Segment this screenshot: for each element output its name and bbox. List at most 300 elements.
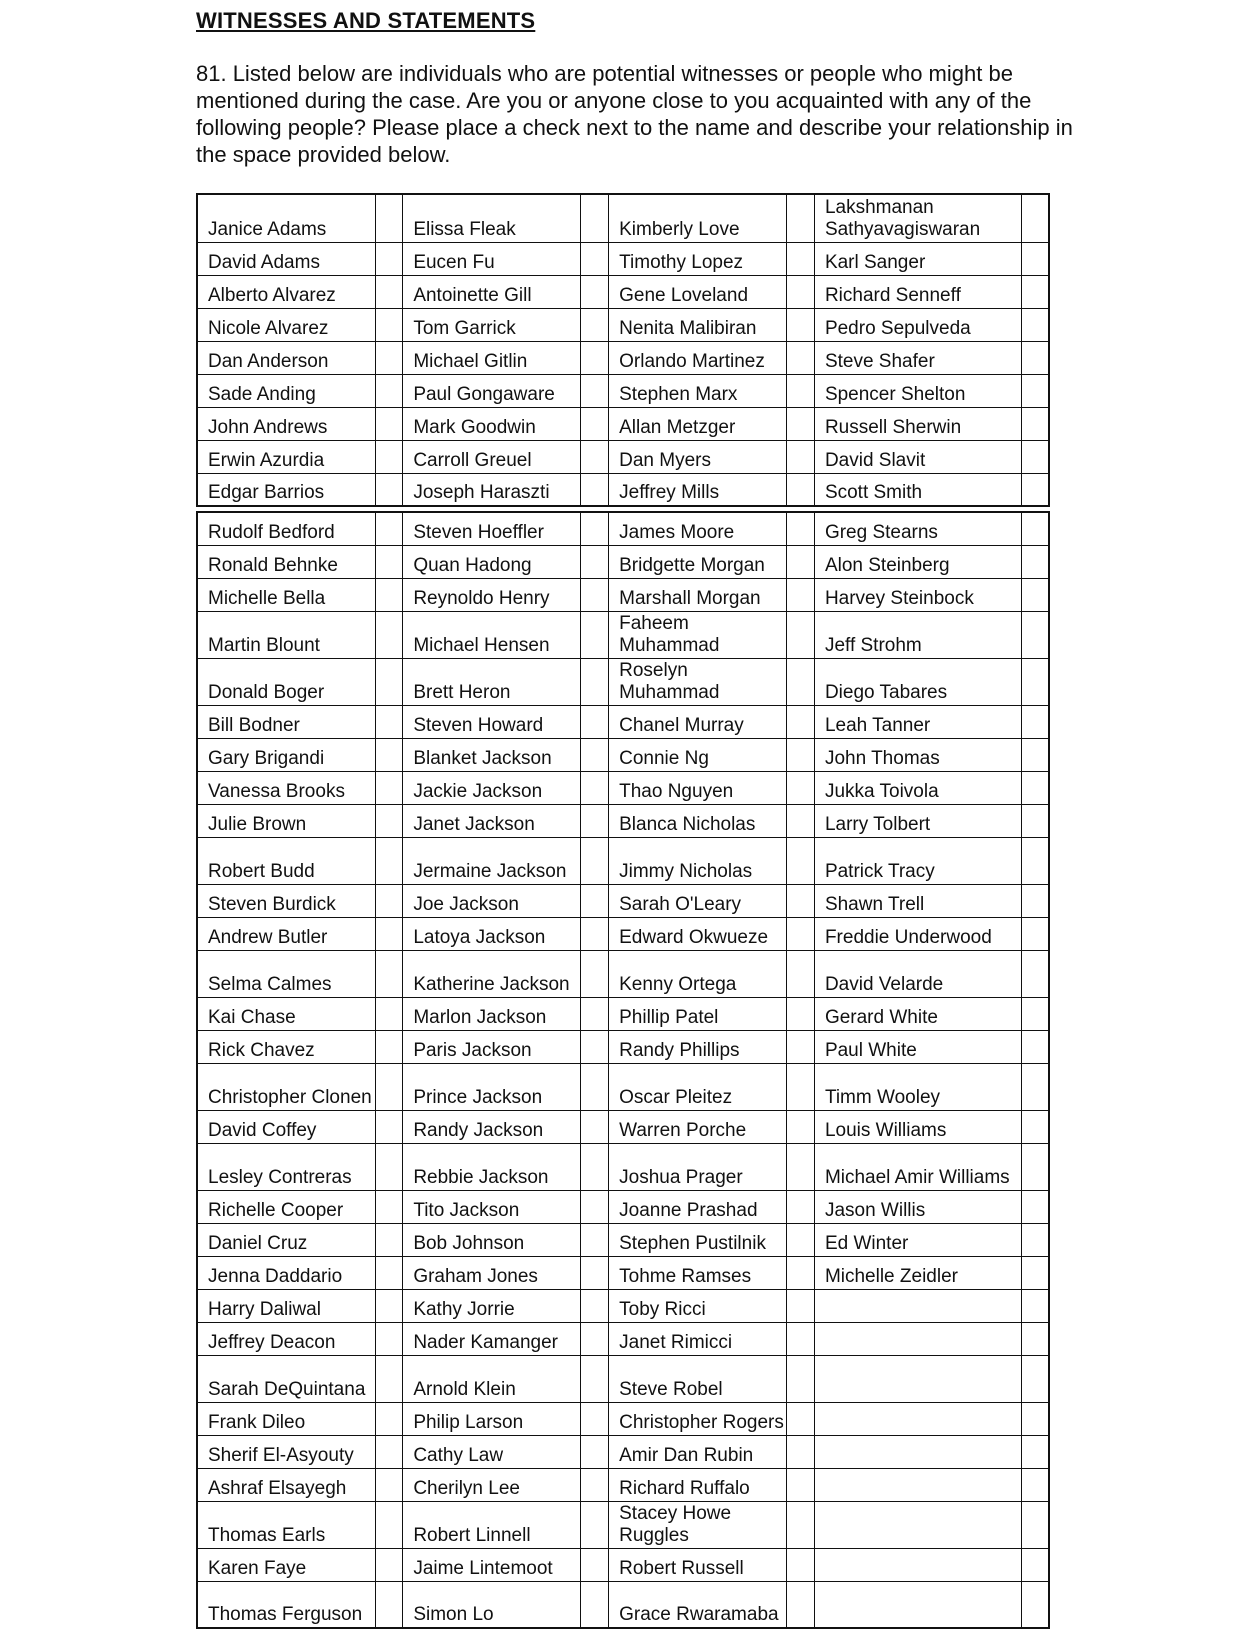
check-box[interactable] [581,1190,609,1223]
witness-name: Quan Hadong [403,545,581,578]
witness-name: Ashraf Elsayegh [197,1468,375,1501]
check-box[interactable] [581,440,609,473]
witness-name: Louis Williams [814,1110,1021,1143]
check-box[interactable] [787,1143,815,1190]
check-box[interactable] [581,837,609,884]
witness-name: Jason Willis [814,1190,1021,1223]
witness-name: Graham Jones [403,1256,581,1289]
check-box[interactable] [787,1581,815,1628]
witness-name: Ed Winter [814,1223,1021,1256]
check-box[interactable] [581,611,609,658]
check-box[interactable] [375,194,403,242]
check-box[interactable] [1021,242,1049,275]
check-box[interactable] [1021,950,1049,997]
check-box[interactable] [375,658,403,705]
check-box[interactable] [375,374,403,407]
witness-name: Kathy Jorrie [403,1289,581,1322]
check-box[interactable] [1021,407,1049,440]
check-box[interactable] [1021,1501,1049,1548]
witness-name: Diego Tabares [814,658,1021,705]
check-box[interactable] [787,771,815,804]
check-box[interactable] [581,578,609,611]
witness-name: Jackie Jackson [403,771,581,804]
witness-name: David Velarde [814,950,1021,997]
check-box[interactable] [787,837,815,884]
witness-name: Harvey Steinbock [814,578,1021,611]
check-box[interactable] [581,884,609,917]
check-box[interactable] [581,1435,609,1468]
check-box[interactable] [375,1322,403,1355]
witness-name: Joanne Prashad [609,1190,787,1223]
check-box[interactable] [375,738,403,771]
witness-name: Janet Rimicci [609,1322,787,1355]
check-box[interactable] [375,440,403,473]
check-box[interactable] [1021,804,1049,837]
witness-name: Stacey Howe Ruggles [609,1501,787,1548]
check-box[interactable] [581,545,609,578]
check-box[interactable] [1021,512,1049,545]
check-box[interactable] [581,1548,609,1581]
question-81: 81. Listed below are individuals who are potential witnesses or people who might be mentioned during the case. Are you or anyone close to you acquainted with any of the following people? Please place a check next to the name and describe your relationship in the space provided below. [196,61,1073,167]
witness-name: Blanca Nicholas [609,804,787,837]
check-box[interactable] [375,1468,403,1501]
witness-name: Dan Anderson [197,341,375,374]
check-box[interactable] [787,1468,815,1501]
table-row [197,308,1049,341]
check-box[interactable] [375,950,403,997]
table-row [197,374,1049,407]
check-box[interactable] [1021,1322,1049,1355]
witness-name: Selma Calmes [197,950,375,997]
check-box[interactable] [787,512,815,545]
check-box[interactable] [375,611,403,658]
witness-name [814,1402,1021,1435]
check-box[interactable] [787,1256,815,1289]
check-box[interactable] [375,578,403,611]
check-box[interactable] [787,997,815,1030]
table-row [197,1402,1049,1435]
check-box[interactable] [787,407,815,440]
check-box[interactable] [787,738,815,771]
witness-name: Mark Goodwin [403,407,581,440]
table-row [197,738,1049,771]
witness-name: Martin Blount [197,611,375,658]
witness-name: Kai Chase [197,997,375,1030]
witness-name: Scott Smith [814,473,1021,506]
check-box[interactable] [787,1548,815,1581]
witness-name: Thao Nguyen [609,771,787,804]
check-box[interactable] [787,1435,815,1468]
check-box[interactable] [787,705,815,738]
table-row [197,771,1049,804]
witness-name: Tito Jackson [403,1190,581,1223]
check-box[interactable] [1021,658,1049,705]
table-row [197,1355,1049,1402]
witness-name [814,1581,1021,1628]
witness-name: Rick Chavez [197,1030,375,1063]
check-box[interactable] [787,1030,815,1063]
table-row [197,1063,1049,1110]
check-box[interactable] [581,1322,609,1355]
check-box[interactable] [375,242,403,275]
check-box[interactable] [1021,1468,1049,1501]
table-row [197,275,1049,308]
check-box[interactable] [787,275,815,308]
witness-name: Harry Daliwal [197,1289,375,1322]
check-box[interactable] [375,512,403,545]
witness-name: Eucen Fu [403,242,581,275]
check-box[interactable] [581,1223,609,1256]
table-row [197,804,1049,837]
check-box[interactable] [375,308,403,341]
check-box[interactable] [1021,771,1049,804]
table-row [197,407,1049,440]
witness-name: Nader Kamanger [403,1322,581,1355]
check-box[interactable] [581,374,609,407]
witness-name: Larry Tolbert [814,804,1021,837]
witness-name: Bill Bodner [197,705,375,738]
witness-name: Antoinette Gill [403,275,581,308]
check-box[interactable] [1021,1581,1049,1628]
check-box[interactable] [787,1355,815,1402]
witness-name: Marshall Morgan [609,578,787,611]
witness-name: Randy Jackson [403,1110,581,1143]
table-row [197,1581,1049,1628]
witness-name: Brett Heron [403,658,581,705]
witness-name: Jeff Strohm [814,611,1021,658]
witness-name: Donald Boger [197,658,375,705]
table-row [197,658,1049,705]
witness-name: Joe Jackson [403,884,581,917]
witness-name: David Adams [197,242,375,275]
check-box[interactable] [787,1322,815,1355]
check-box[interactable] [375,917,403,950]
check-box[interactable] [581,1402,609,1435]
witness-name: Gene Loveland [609,275,787,308]
witness-name: James Moore [609,512,787,545]
check-box[interactable] [375,1063,403,1110]
witness-name: Orlando Martinez [609,341,787,374]
check-box[interactable] [581,341,609,374]
table-row [197,194,1049,242]
check-box[interactable] [581,997,609,1030]
witness-name: Connie Ng [609,738,787,771]
check-box[interactable] [1021,1223,1049,1256]
witness-name: Edgar Barrios [197,473,375,506]
witness-name [814,1289,1021,1322]
witness-name: Bridgette Morgan [609,545,787,578]
check-box[interactable] [375,545,403,578]
witness-name: Toby Ricci [609,1289,787,1322]
check-box[interactable] [787,804,815,837]
check-box[interactable] [787,242,815,275]
check-box[interactable] [787,341,815,374]
check-box[interactable] [1021,738,1049,771]
witness-name: Steven Howard [403,705,581,738]
check-box[interactable] [581,1256,609,1289]
table-row [197,884,1049,917]
check-box[interactable] [375,884,403,917]
check-box[interactable] [1021,1110,1049,1143]
table-row [197,512,1049,545]
witness-name: Allan Metzger [609,407,787,440]
check-box[interactable] [581,1030,609,1063]
check-box[interactable] [787,950,815,997]
witness-name: Edward Okwueze [609,917,787,950]
witness-name: Russell Sherwin [814,407,1021,440]
witness-name: Michael Hensen [403,611,581,658]
check-box[interactable] [1021,1063,1049,1110]
witness-name: Oscar Pleitez [609,1063,787,1110]
check-box[interactable] [581,804,609,837]
check-box[interactable] [375,1256,403,1289]
check-box[interactable] [1021,1435,1049,1468]
witness-name [814,1468,1021,1501]
witness-name: Rebbie Jackson [403,1143,581,1190]
check-box[interactable] [581,1289,609,1322]
witness-name: Robert Russell [609,1548,787,1581]
witness-name: Jukka Toivola [814,771,1021,804]
witness-name: Jeffrey Mills [609,473,787,506]
check-box[interactable] [787,1190,815,1223]
check-box[interactable] [581,1581,609,1628]
check-box[interactable] [581,917,609,950]
witness-name: Erwin Azurdia [197,440,375,473]
check-box[interactable] [375,837,403,884]
witness-name: Grace Rwaramaba [609,1581,787,1628]
check-box[interactable] [581,738,609,771]
check-box[interactable] [1021,473,1049,506]
witness-name: Nenita Malibiran [609,308,787,341]
check-box[interactable] [1021,917,1049,950]
table-row [197,242,1049,275]
check-box[interactable] [375,1190,403,1223]
witness-name: Cherilyn Lee [403,1468,581,1501]
check-box[interactable] [787,308,815,341]
check-box[interactable] [375,1355,403,1402]
check-box[interactable] [787,194,815,242]
check-box[interactable] [787,1063,815,1110]
witness-name: Steven Burdick [197,884,375,917]
witness-name: Stephen Pustilnik [609,1223,787,1256]
table-row [197,705,1049,738]
check-box[interactable] [375,341,403,374]
check-box[interactable] [1021,611,1049,658]
table-row [197,545,1049,578]
witness-name: Michelle Bella [197,578,375,611]
check-box[interactable] [787,440,815,473]
check-box[interactable] [375,1402,403,1435]
witness-name: Simon Lo [403,1581,581,1628]
check-box[interactable] [1021,275,1049,308]
witness-name [814,1355,1021,1402]
section-heading: WITNESSES AND STATEMENTS [196,8,536,33]
check-box[interactable] [375,804,403,837]
check-box[interactable] [787,917,815,950]
witness-name: Faheem Muhammad [609,611,787,658]
witness-name: Jermaine Jackson [403,837,581,884]
check-box[interactable] [581,1355,609,1402]
check-box[interactable] [375,473,403,506]
check-box[interactable] [1021,440,1049,473]
witness-name: Latoya Jackson [403,917,581,950]
check-box[interactable] [375,407,403,440]
witness-name: Chanel Murray [609,705,787,738]
witness-name: Robert Linnell [403,1501,581,1548]
witness-name: Tohme Ramses [609,1256,787,1289]
witness-name: Alberto Alvarez [197,275,375,308]
table-row [197,1223,1049,1256]
check-box[interactable] [375,1143,403,1190]
check-box[interactable] [581,658,609,705]
witness-name: Bob Johnson [403,1223,581,1256]
check-box[interactable] [787,374,815,407]
check-box[interactable] [375,275,403,308]
check-box[interactable] [581,473,609,506]
witness-name: Sarah DeQuintana [197,1355,375,1402]
table-row [197,440,1049,473]
witness-name: Gerard White [814,997,1021,1030]
witness-table-1 [196,193,1050,507]
check-box[interactable] [1021,545,1049,578]
check-box[interactable] [375,1289,403,1322]
check-box[interactable] [581,242,609,275]
check-box[interactable] [1021,1256,1049,1289]
check-box[interactable] [581,512,609,545]
table-row [197,341,1049,374]
check-box[interactable] [787,1289,815,1322]
check-box[interactable] [375,1581,403,1628]
check-box[interactable] [787,473,815,506]
check-box[interactable] [787,1223,815,1256]
witness-name: Jaime Lintemoot [403,1548,581,1581]
check-box[interactable] [581,950,609,997]
witness-name: Thomas Earls [197,1501,375,1548]
check-box[interactable] [375,771,403,804]
witness-name [814,1548,1021,1581]
witness-name [814,1435,1021,1468]
check-box[interactable] [787,1402,815,1435]
witness-name: Lesley Contreras [197,1143,375,1190]
check-box[interactable] [787,545,815,578]
witness-name: Karl Sanger [814,242,1021,275]
witness-name: Gary Brigandi [197,738,375,771]
check-box[interactable] [375,705,403,738]
check-box[interactable] [1021,884,1049,917]
witness-name: John Andrews [197,407,375,440]
witness-name: Richelle Cooper [197,1190,375,1223]
check-box[interactable] [581,308,609,341]
witness-name: Marlon Jackson [403,997,581,1030]
check-box[interactable] [581,705,609,738]
check-box[interactable] [787,658,815,705]
check-box[interactable] [581,1468,609,1501]
table-row [197,1256,1049,1289]
witness-name: Kimberly Love [609,194,787,242]
witness-name [814,1501,1021,1548]
table-row [197,1435,1049,1468]
check-box[interactable] [787,884,815,917]
witness-name [814,1322,1021,1355]
witness-name: Alon Steinberg [814,545,1021,578]
witness-name: Pedro Sepulveda [814,308,1021,341]
check-box[interactable] [1021,341,1049,374]
check-box[interactable] [375,1030,403,1063]
check-box[interactable] [1021,837,1049,884]
check-box[interactable] [787,1501,815,1548]
check-box[interactable] [787,1110,815,1143]
witness-name: Jimmy Nicholas [609,837,787,884]
table-row [197,1322,1049,1355]
witness-name: Patrick Tracy [814,837,1021,884]
check-box[interactable] [375,997,403,1030]
witness-name: Cathy Law [403,1435,581,1468]
check-box[interactable] [581,771,609,804]
check-box[interactable] [581,1501,609,1548]
table-row [197,1501,1049,1548]
witness-name: Julie Brown [197,804,375,837]
witness-name: Andrew Butler [197,917,375,950]
witness-name: Christopher Rogers [609,1402,787,1435]
witness-name: David Coffey [197,1110,375,1143]
check-box[interactable] [1021,1548,1049,1581]
witness-name: Leah Tanner [814,705,1021,738]
check-box[interactable] [1021,1289,1049,1322]
witness-name: Phillip Patel [609,997,787,1030]
check-box[interactable] [375,1223,403,1256]
check-box[interactable] [375,1548,403,1581]
check-box[interactable] [1021,1190,1049,1223]
check-box[interactable] [1021,374,1049,407]
check-box[interactable] [1021,1355,1049,1402]
check-box[interactable] [787,611,815,658]
witness-name: Joseph Haraszti [403,473,581,506]
check-box[interactable] [1021,308,1049,341]
witness-name: Blanket Jackson [403,738,581,771]
table-row [197,837,1049,884]
witness-name: Elissa Fleak [403,194,581,242]
check-box[interactable] [581,1063,609,1110]
witness-name: Katherine Jackson [403,950,581,997]
check-box[interactable] [1021,1030,1049,1063]
check-box[interactable] [581,275,609,308]
check-box[interactable] [1021,997,1049,1030]
check-box[interactable] [375,1435,403,1468]
check-box[interactable] [581,1143,609,1190]
table-row [197,473,1049,506]
check-box[interactable] [375,1110,403,1143]
witness-name: Jenna Daddario [197,1256,375,1289]
witness-name: Karen Faye [197,1548,375,1581]
check-box[interactable] [1021,1143,1049,1190]
witness-name: Michael Gitlin [403,341,581,374]
check-box[interactable] [787,578,815,611]
check-box[interactable] [1021,1402,1049,1435]
check-box[interactable] [1021,194,1049,242]
check-box[interactable] [1021,705,1049,738]
witness-name: Ronald Behnke [197,545,375,578]
witness-name: Thomas Ferguson [197,1581,375,1628]
witness-name: Vanessa Brooks [197,771,375,804]
check-box[interactable] [375,1501,403,1548]
witness-name: Dan Myers [609,440,787,473]
check-box[interactable] [1021,578,1049,611]
check-box[interactable] [581,194,609,242]
table-row [197,1548,1049,1581]
check-box[interactable] [581,407,609,440]
check-box[interactable] [581,1110,609,1143]
witness-name: Timothy Lopez [609,242,787,275]
